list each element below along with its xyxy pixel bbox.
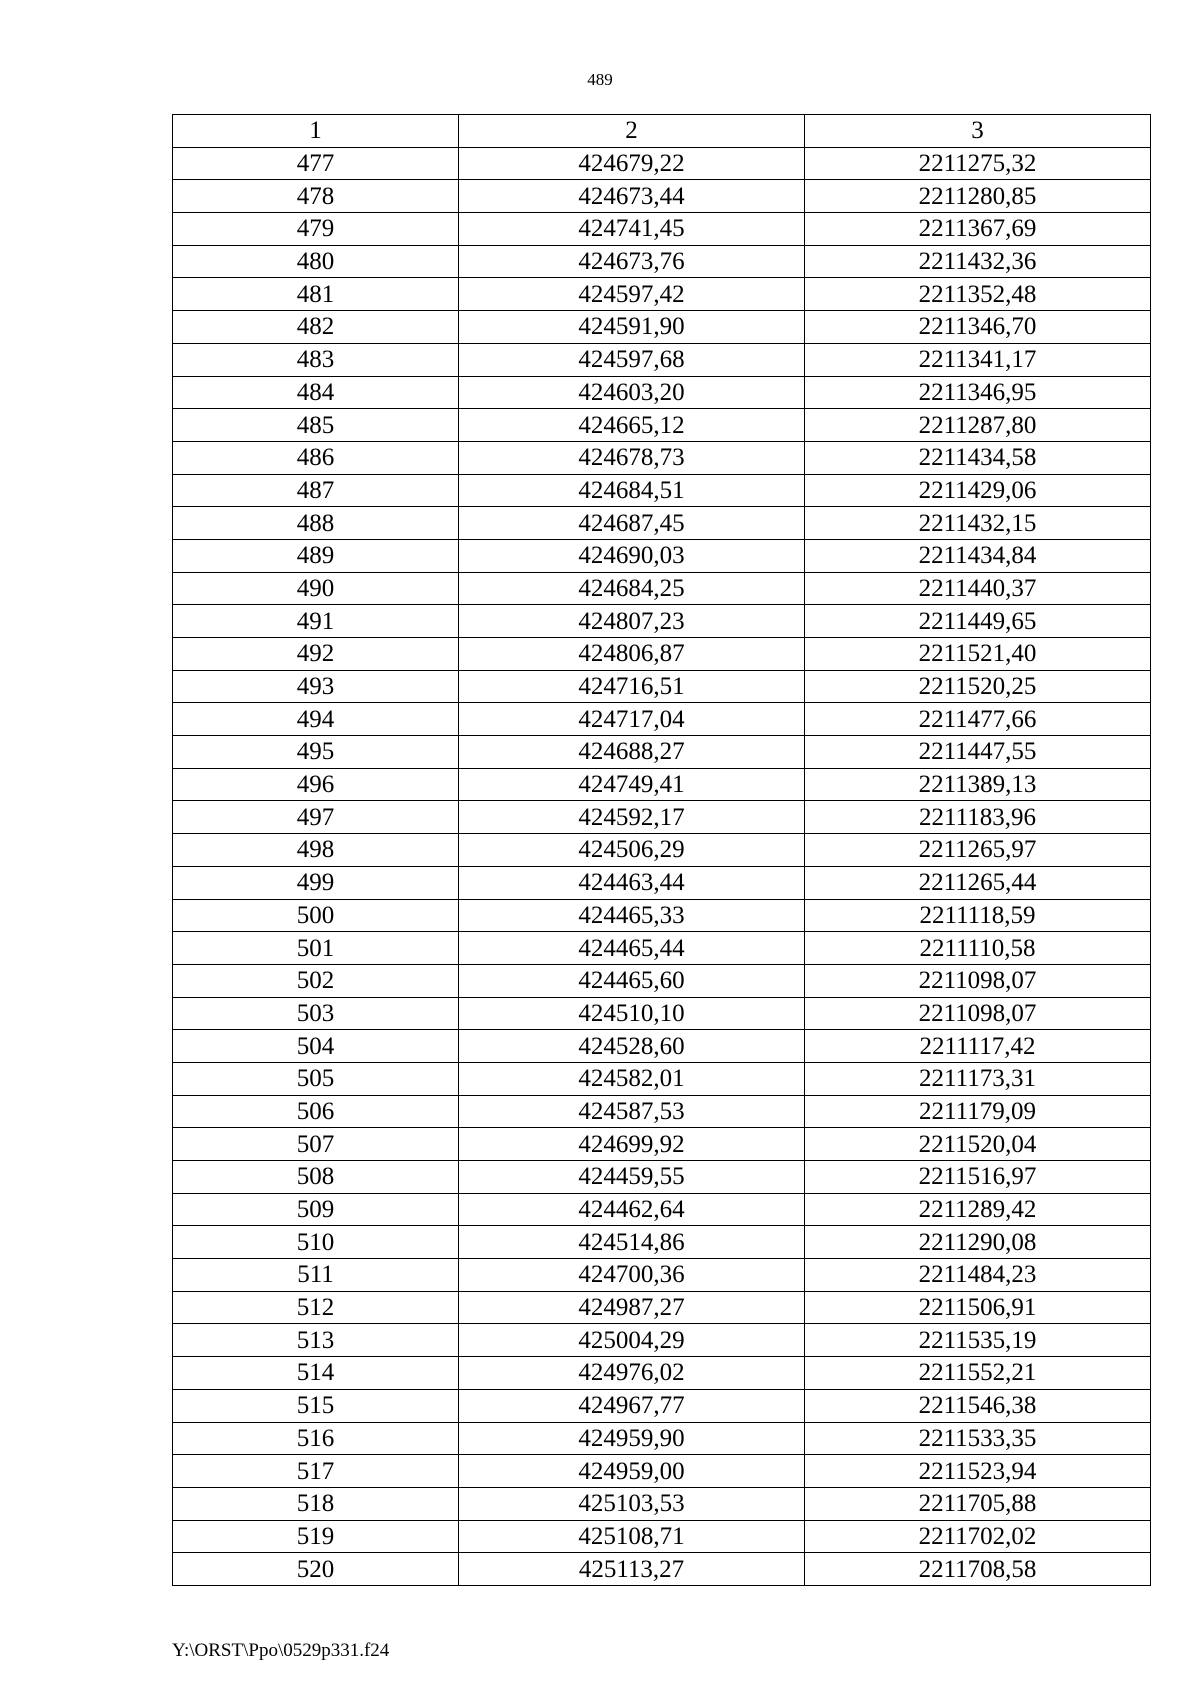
coordinate-y-cell: 2211708,58 [805,1553,1151,1586]
table-row [173,1128,1151,1161]
table-row [173,1226,1151,1259]
coordinate-y-cell: 2211434,84 [805,539,1151,572]
coordinate-y-cell: 2211173,31 [805,1062,1151,1095]
table-row [173,605,1151,638]
table-row [173,147,1151,180]
point-number-cell: 498 [173,834,459,867]
table-row [173,899,1151,932]
point-number-cell: 479 [173,213,459,246]
table-row [173,1062,1151,1095]
coordinate-y-cell: 2211705,88 [805,1487,1151,1520]
point-number-cell: 481 [173,278,459,311]
coordinate-x-cell: 424987,27 [459,1291,805,1324]
table-row [173,1030,1151,1063]
header-cell-3: 3 [805,115,1151,148]
coordinate-x-cell: 424684,25 [459,572,805,605]
coordinate-y-cell: 2211546,38 [805,1389,1151,1422]
file-path-footer: Y:\ORST\Ppo\0529p331.f24 [172,1640,390,1661]
coordinate-y-cell: 2211447,55 [805,736,1151,769]
point-number-cell: 502 [173,964,459,997]
coordinate-x-cell: 424582,01 [459,1062,805,1095]
point-number-cell: 517 [173,1455,459,1488]
point-number-cell: 493 [173,670,459,703]
page-number: 489 [587,70,613,89]
coordinate-y-cell: 2211533,35 [805,1422,1151,1455]
table-row [173,866,1151,899]
coordinate-x-cell: 424465,44 [459,932,805,965]
point-number-cell: 487 [173,474,459,507]
coordinate-y-cell: 2211265,97 [805,834,1151,867]
coordinates-table [172,114,1151,1586]
point-number-cell: 495 [173,736,459,769]
coordinate-y-cell: 2211289,42 [805,1193,1151,1226]
table-row [173,1553,1151,1586]
point-number-cell: 519 [173,1520,459,1553]
coordinate-x-cell: 424665,12 [459,409,805,442]
coordinate-x-cell: 424688,27 [459,736,805,769]
coordinate-y-cell: 2211389,13 [805,768,1151,801]
coordinate-x-cell: 424976,02 [459,1357,805,1390]
point-number-cell: 483 [173,343,459,376]
table-row [173,278,1151,311]
coordinate-x-cell: 424684,51 [459,474,805,507]
coordinate-y-cell: 2211432,15 [805,507,1151,540]
coordinate-y-cell: 2211434,58 [805,441,1151,474]
point-number-cell: 515 [173,1389,459,1422]
point-number-cell: 494 [173,703,459,736]
point-number-cell: 516 [173,1422,459,1455]
point-number-cell: 520 [173,1553,459,1586]
table-row [173,703,1151,736]
table-row [173,376,1151,409]
point-number-cell: 511 [173,1259,459,1292]
coordinate-x-cell: 424806,87 [459,638,805,671]
point-number-cell: 485 [173,409,459,442]
coordinate-y-cell: 2211275,32 [805,147,1151,180]
table-row [173,1520,1151,1553]
table-row [173,1161,1151,1194]
point-number-cell: 501 [173,932,459,965]
coordinate-x-cell: 424459,55 [459,1161,805,1194]
coordinate-y-cell: 2211449,65 [805,605,1151,638]
coordinate-x-cell: 425108,71 [459,1520,805,1553]
coordinate-y-cell: 2211118,59 [805,899,1151,932]
coordinate-y-cell: 2211341,17 [805,343,1151,376]
coordinate-y-cell: 2211432,36 [805,245,1151,278]
coordinate-x-cell: 424603,20 [459,376,805,409]
point-number-cell: 484 [173,376,459,409]
coordinate-x-cell: 424587,53 [459,1095,805,1128]
point-number-cell: 499 [173,866,459,899]
coordinate-x-cell: 424591,90 [459,311,805,344]
coordinate-y-cell: 2211367,69 [805,213,1151,246]
coordinate-x-cell: 424699,92 [459,1128,805,1161]
coordinate-y-cell: 2211440,37 [805,572,1151,605]
point-number-cell: 482 [173,311,459,344]
point-number-cell: 512 [173,1291,459,1324]
point-number-cell: 488 [173,507,459,540]
point-number-cell: 503 [173,997,459,1030]
table-row [173,180,1151,213]
point-number-cell: 504 [173,1030,459,1063]
coordinate-x-cell: 424673,44 [459,180,805,213]
point-number-cell: 506 [173,1095,459,1128]
table-row [173,539,1151,572]
coordinate-y-cell: 2211429,06 [805,474,1151,507]
header-cell-1: 1 [173,115,459,148]
coordinate-x-cell: 424463,44 [459,866,805,899]
point-number-cell: 518 [173,1487,459,1520]
coordinate-x-cell: 424700,36 [459,1259,805,1292]
coordinate-x-cell: 424959,00 [459,1455,805,1488]
table-row [173,932,1151,965]
coordinate-x-cell: 425113,27 [459,1553,805,1586]
point-number-cell: 505 [173,1062,459,1095]
coordinate-y-cell: 2211346,95 [805,376,1151,409]
header-cell-2: 2 [459,115,805,148]
coordinate-y-cell: 2211280,85 [805,180,1151,213]
table-row [173,441,1151,474]
point-number-cell: 486 [173,441,459,474]
point-number-cell: 513 [173,1324,459,1357]
table-row [173,1389,1151,1422]
coordinate-x-cell: 424514,86 [459,1226,805,1259]
table-row [173,507,1151,540]
coordinate-y-cell: 2211477,66 [805,703,1151,736]
point-number-cell: 507 [173,1128,459,1161]
point-number-cell: 480 [173,245,459,278]
point-number-cell: 508 [173,1161,459,1194]
point-number-cell: 514 [173,1357,459,1390]
coordinate-y-cell: 2211098,07 [805,964,1151,997]
coordinate-x-cell: 424716,51 [459,670,805,703]
coordinate-y-cell: 2211098,07 [805,997,1151,1030]
coordinate-y-cell: 2211521,40 [805,638,1151,671]
coordinate-x-cell: 424690,03 [459,539,805,572]
point-number-cell: 491 [173,605,459,638]
coordinate-x-cell: 424597,68 [459,343,805,376]
coordinate-y-cell: 2211352,48 [805,278,1151,311]
table-row [173,670,1151,703]
point-number-cell: 490 [173,572,459,605]
point-number-cell: 496 [173,768,459,801]
table-row [173,1259,1151,1292]
table-row [173,1455,1151,1488]
table-row [173,801,1151,834]
table-body [173,115,1151,1586]
table-row [173,311,1151,344]
table-row [173,1324,1151,1357]
table-row [173,1095,1151,1128]
table-header-row [173,115,1151,148]
table-row [173,1357,1151,1390]
coordinate-y-cell: 2211520,04 [805,1128,1151,1161]
table-row [173,768,1151,801]
coordinate-x-cell: 424959,90 [459,1422,805,1455]
point-number-cell: 478 [173,180,459,213]
coordinate-x-cell: 424679,22 [459,147,805,180]
table-row [173,1422,1151,1455]
point-number-cell: 510 [173,1226,459,1259]
coordinate-y-cell: 2211265,44 [805,866,1151,899]
table-row [173,1193,1151,1226]
table-row [173,1291,1151,1324]
coordinate-y-cell: 2211287,80 [805,409,1151,442]
coordinate-y-cell: 2211484,23 [805,1259,1151,1292]
coordinate-x-cell: 424506,29 [459,834,805,867]
coordinate-x-cell: 424673,76 [459,245,805,278]
coordinate-y-cell: 2211290,08 [805,1226,1151,1259]
coordinate-y-cell: 2211520,25 [805,670,1151,703]
coordinate-y-cell: 2211506,91 [805,1291,1151,1324]
coordinate-y-cell: 2211179,09 [805,1095,1151,1128]
coordinate-x-cell: 424592,17 [459,801,805,834]
coordinate-y-cell: 2211183,96 [805,801,1151,834]
table-row [173,964,1151,997]
coordinate-x-cell: 424465,33 [459,899,805,932]
table-row [173,997,1151,1030]
table-row [173,343,1151,376]
coordinate-x-cell: 424462,64 [459,1193,805,1226]
table-row [173,572,1151,605]
coordinate-x-cell: 425004,29 [459,1324,805,1357]
coordinate-x-cell: 424807,23 [459,605,805,638]
point-number-cell: 509 [173,1193,459,1226]
table-row [173,1487,1151,1520]
table-row [173,638,1151,671]
coordinate-x-cell: 424597,42 [459,278,805,311]
point-number-cell: 497 [173,801,459,834]
coordinate-x-cell: 424510,10 [459,997,805,1030]
coordinate-x-cell: 424465,60 [459,964,805,997]
coordinate-x-cell: 424749,41 [459,768,805,801]
point-number-cell: 492 [173,638,459,671]
coordinate-x-cell: 425103,53 [459,1487,805,1520]
table-row [173,245,1151,278]
coordinate-x-cell: 424741,45 [459,213,805,246]
table-row [173,474,1151,507]
coordinate-y-cell: 2211702,02 [805,1520,1151,1553]
coordinate-y-cell: 2211535,19 [805,1324,1151,1357]
coordinate-y-cell: 2211552,21 [805,1357,1151,1390]
coordinate-y-cell: 2211523,94 [805,1455,1151,1488]
table-row [173,736,1151,769]
coordinate-x-cell: 424528,60 [459,1030,805,1063]
coordinate-x-cell: 424678,73 [459,441,805,474]
coordinate-y-cell: 2211117,42 [805,1030,1151,1063]
point-number-cell: 489 [173,539,459,572]
coordinate-x-cell: 424717,04 [459,703,805,736]
table-row [173,213,1151,246]
point-number-cell: 500 [173,899,459,932]
table-row [173,834,1151,867]
point-number-cell: 477 [173,147,459,180]
coordinate-y-cell: 2211516,97 [805,1161,1151,1194]
table-row [173,409,1151,442]
coordinate-y-cell: 2211110,58 [805,932,1151,965]
coordinate-x-cell: 424967,77 [459,1389,805,1422]
coordinate-y-cell: 2211346,70 [805,311,1151,344]
coordinate-x-cell: 424687,45 [459,507,805,540]
